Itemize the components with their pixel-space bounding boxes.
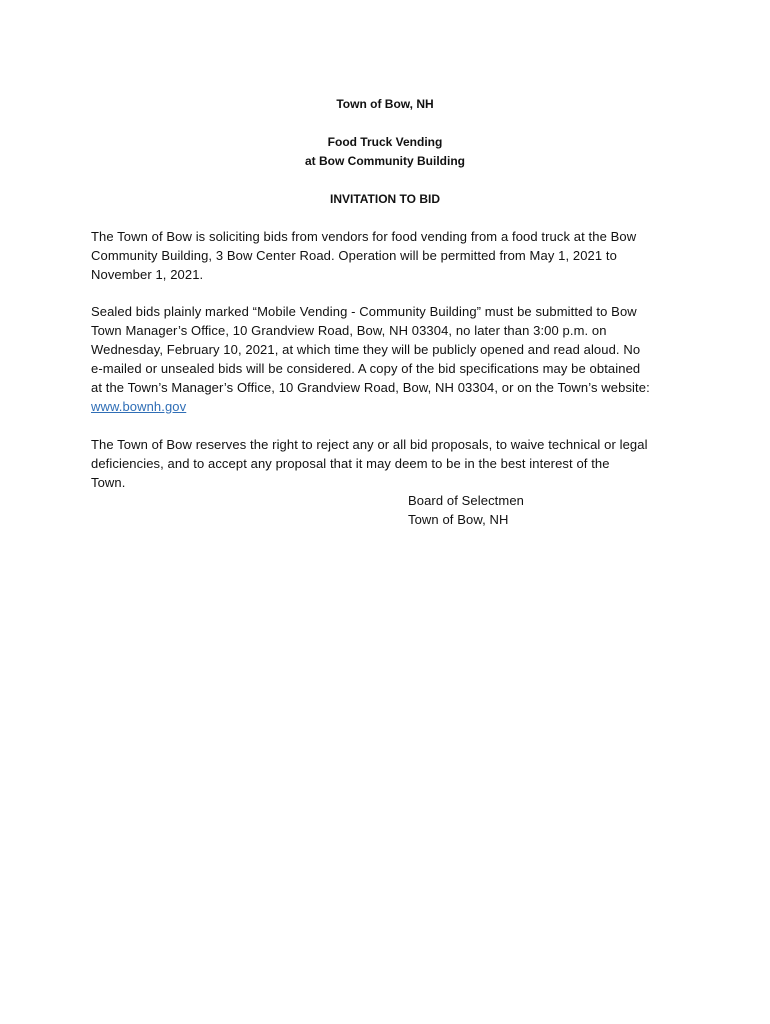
title-line-2: at Bow Community Building [305, 154, 465, 168]
title-line-1: Food Truck Vending [327, 135, 443, 149]
paragraph-line: e-mailed or unsealed bids will be considered. A copy of the bid specifications may be obtained [91, 361, 641, 376]
paragraph-line: November 1, 2021. [91, 267, 204, 282]
signature-block [408, 491, 524, 529]
paragraph-line: The Town of Bow is soliciting bids from vendors for food vending from a food truck at the Bow [91, 229, 637, 244]
submission-paragraph [91, 302, 691, 416]
solicitation-paragraph [91, 227, 691, 284]
paragraph-line: deficiencies, and to accept any proposal that it may deem to be in the best interest of the [91, 456, 610, 471]
reservation-paragraph [91, 435, 691, 492]
paragraph-line: The Town of Bow reserves the right to reject any or all bid proposals, to waive technical or legal [91, 437, 648, 452]
town-heading: Town of Bow, NH [336, 97, 434, 111]
paragraph-line: at the Town’s Manager’s Office, 10 Grandview Road, Bow, NH 03304, or on the Town’s website: [91, 380, 650, 395]
paragraph-line: Community Building, 3 Bow Center Road. Operation will be permitted from May 1, 2021 to [91, 248, 617, 263]
paragraph-line: Town Manager’s Office, 10 Grandview Road, Bow, NH 03304, no later than 3:00 p.m. on [91, 323, 607, 338]
signature-line-1: Board of Selectmen [408, 493, 524, 508]
paragraph-line: Town. [91, 475, 126, 490]
paragraph-line: Wednesday, February 10, 2021, at which time they will be publicly opened and read aloud. No [91, 342, 641, 357]
website-link[interactable]: www.bownh.gov [91, 399, 187, 414]
paragraph-line: Sealed bids plainly marked “Mobile Vending - Community Building” must be submitted to Bow [91, 304, 637, 319]
signature-line-2: Town of Bow, NH [408, 512, 509, 527]
invitation-heading: INVITATION TO BID [330, 192, 440, 206]
paragraph-line-link [91, 397, 691, 416]
